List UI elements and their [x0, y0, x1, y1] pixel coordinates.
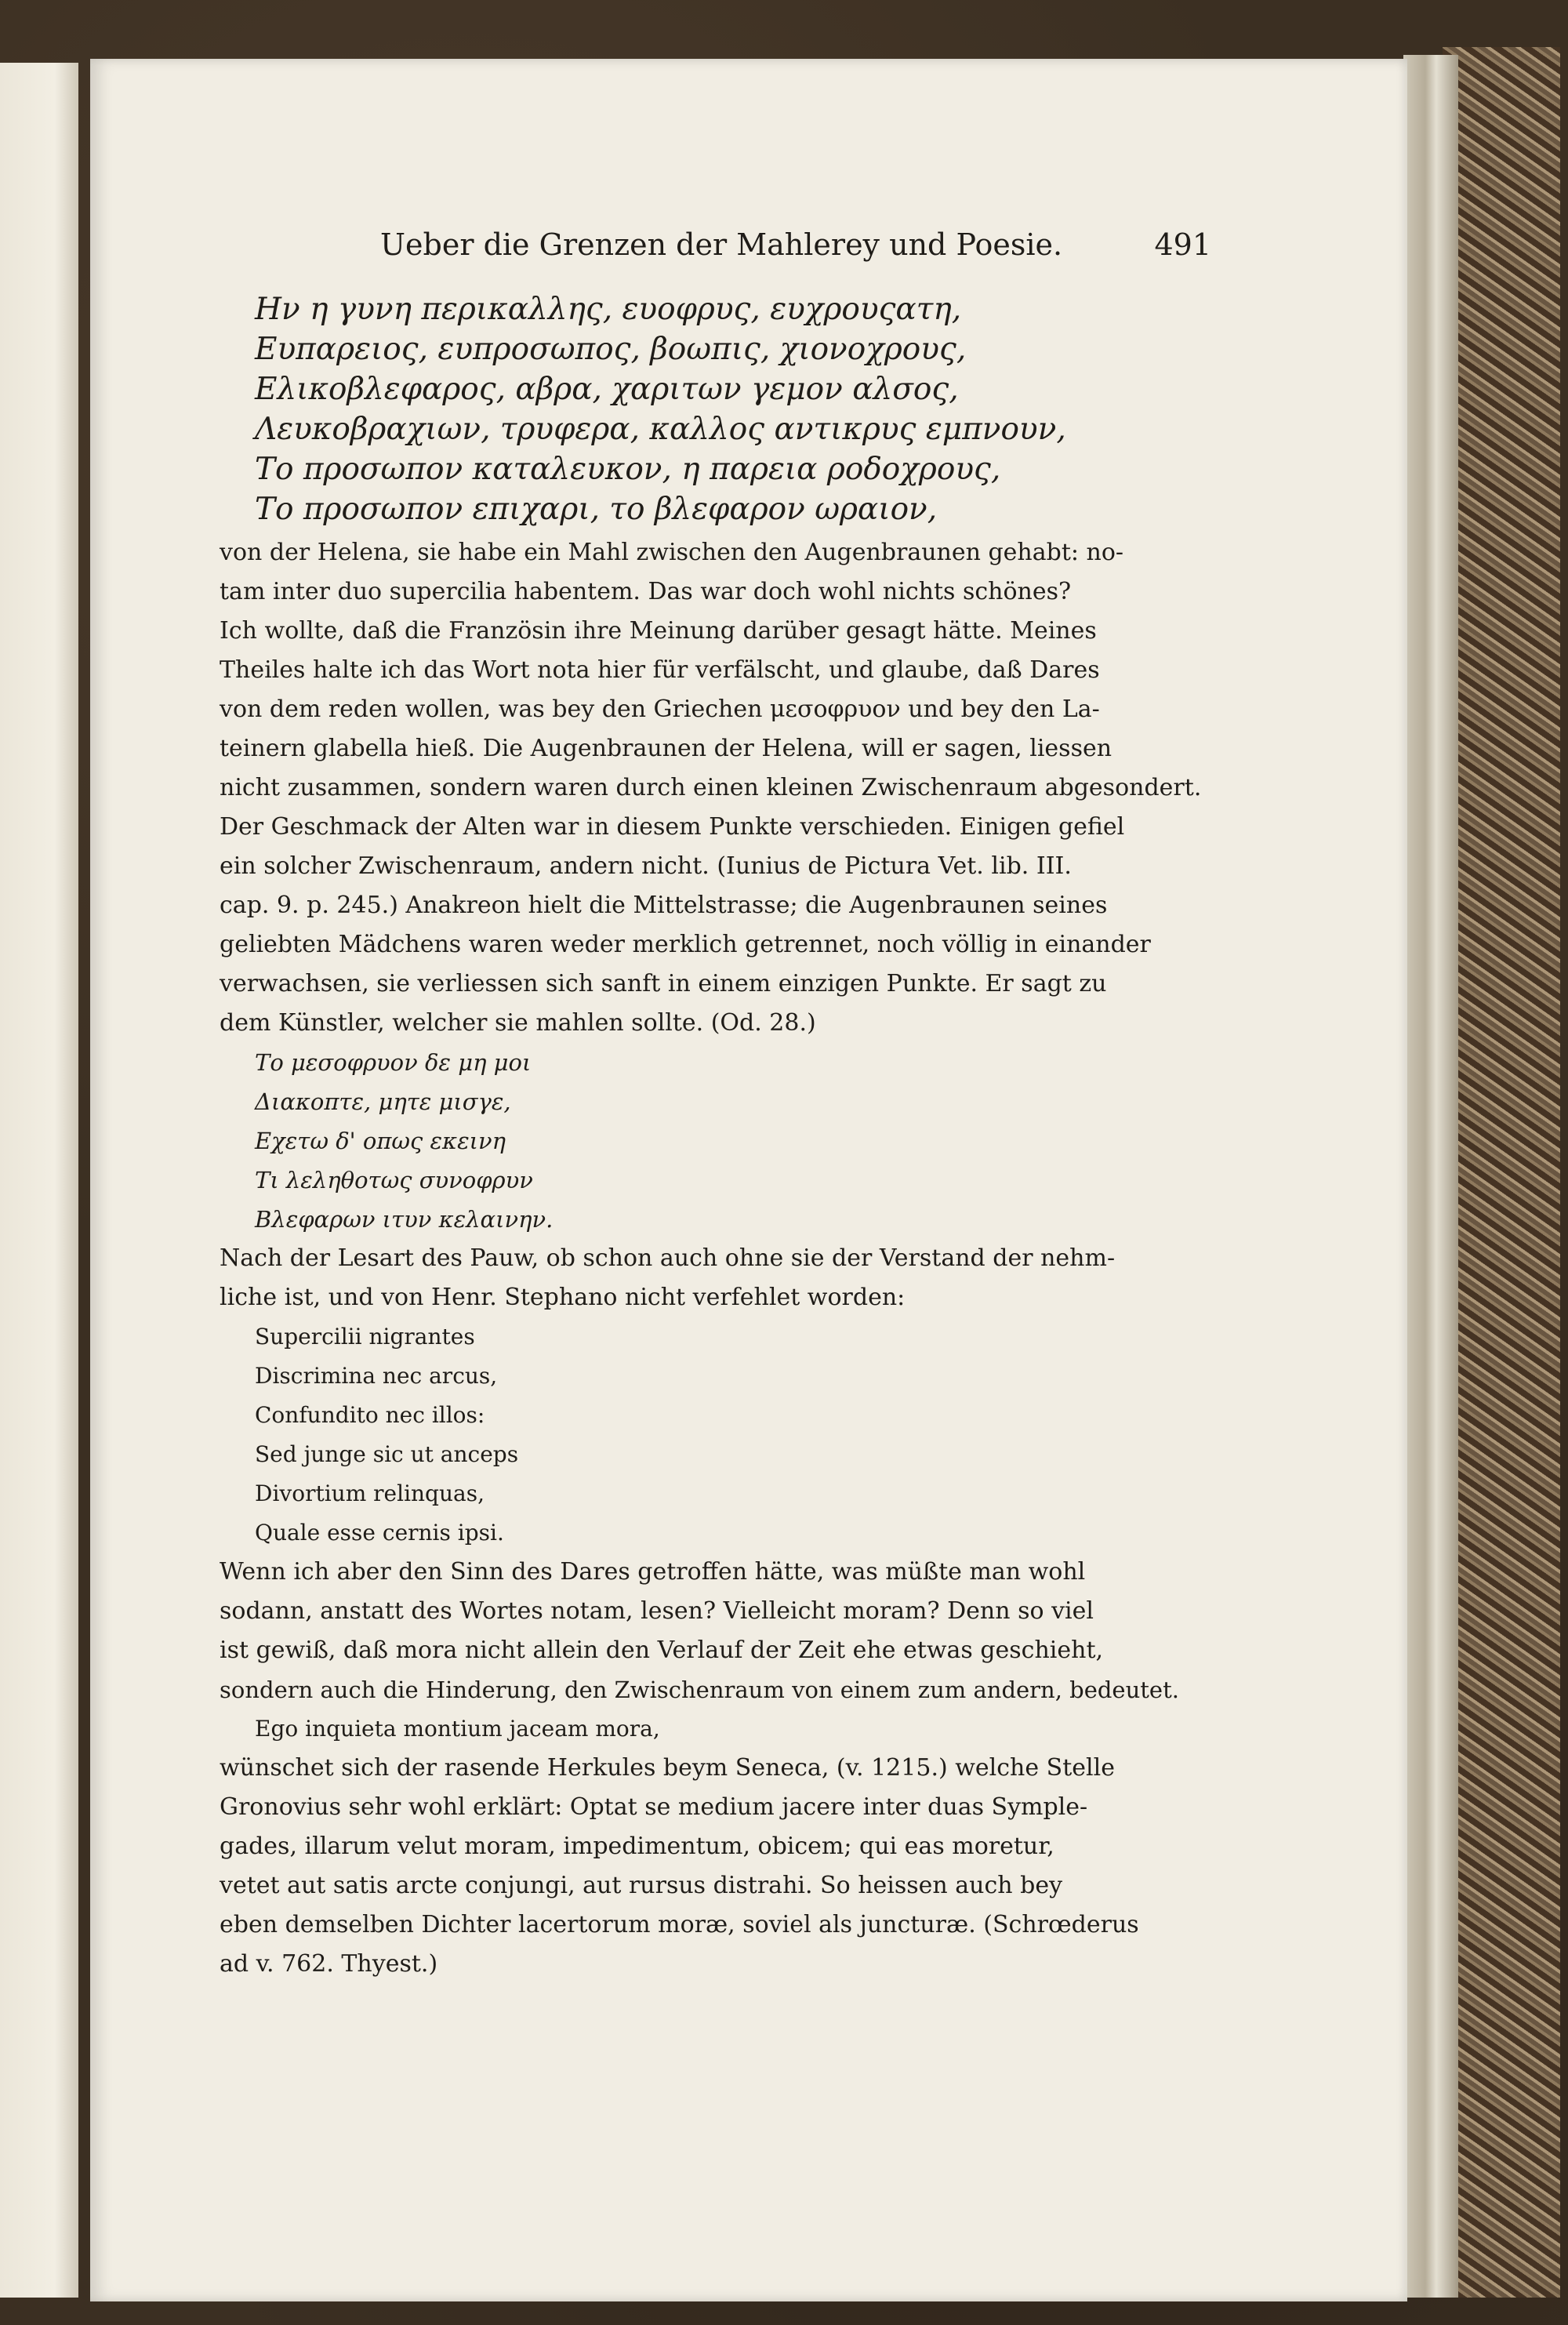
greek-line: Ελικοβλεφαρος, αβρα, χαριτων γεμον αλσος,	[255, 372, 959, 407]
body-line: vetet aut satis arcte conjungi, aut rursus distrahi. So heissen auch bey	[220, 1872, 1063, 1899]
body-line: Der Geschmack der Alten war in diesem Punkte verschieden. Einigen gefiel	[220, 813, 1125, 841]
running-header	[380, 227, 1211, 268]
body-line: von der Helena, sie habe ein Mahl zwischen den Augenbraunen gehabt: no-	[220, 539, 1124, 566]
body-line: Ich wollte, daß die Französin ihre Meinung darüber gesagt hätte. Meines	[220, 617, 1097, 645]
body-line: Theiles halte ich das Wort nota hier für verfälscht, und glaube, daß Dares	[220, 656, 1100, 684]
latin-line: Divortium relinquas,	[255, 1480, 485, 1506]
body-line: geliebten Mädchens waren weder merklich getrennet, noch völlig in einander	[220, 931, 1151, 958]
page-edges	[1403, 55, 1458, 2298]
greek-line: Τι λεληθοτως συνοφρυν	[255, 1167, 533, 1193]
greek-line: Διακοπτε, μητε μισγε,	[255, 1088, 511, 1115]
body-line: Wenn ich aber den Sinn des Dares getroffen hätte, was müßte man wohl	[220, 1558, 1086, 1586]
greek-line: Το προσωπον καταλευκον, η παρεια ροδοχρους,	[255, 452, 1001, 487]
body-line: wünschet sich der rasende Herkules beym Seneca, (v. 1215.) welche Stelle	[220, 1754, 1115, 1782]
greek-line: Το προσωπον επιχαρι, το βλεφαρον ωραιον,	[255, 492, 938, 527]
body-line: ist gewiß, daß mora nicht allein den Verlauf der Zeit ehe etwas geschieht,	[220, 1637, 1104, 1664]
body-line: cap. 9. p. 245.) Anakreon hielt die Mittelstrasse; die Augenbraunen seines	[220, 892, 1108, 919]
latin-quote: Ego inquieta montium jaceam mora,	[255, 1716, 660, 1742]
body-line: ein solcher Zwischenraum, andern nicht. (Iunius de Pictura Vet. lib. III.	[220, 852, 1072, 880]
body-line: verwachsen, sie verliessen sich sanft in einem einzigen Punkte. Er sagt zu	[220, 970, 1107, 997]
body-line: nicht zusammen, sondern waren durch einen kleinen Zwischenraum abgesondert.	[220, 774, 1202, 801]
body-line: teinern glabella hieß. Die Augenbraunen der Helena, will er sagen, liessen	[220, 735, 1112, 762]
body-line: liche ist, und von Henr. Stephano nicht verfehlet worden:	[220, 1284, 906, 1311]
greek-line: Ην η γυνη περικαλλης, ευοφρυς, ευχρουςατη,	[255, 292, 962, 327]
latin-line: Discrimina nec arcus,	[255, 1363, 498, 1389]
body-line: gades, illarum velut moram, impedimentum, obicem; qui eas moretur,	[220, 1833, 1054, 1860]
greek-line: Εχετω δ' οπως εκεινη	[255, 1128, 506, 1154]
greek-line: Βλεφαρων ιτυν κελαινην.	[255, 1206, 554, 1233]
body-line: dem Künstler, welcher sie mahlen sollte. (Od. 28.)	[220, 1009, 816, 1037]
greek-line: Λευκοβραχιων, τρυφερα, καλλος αντικρυς εμπνουν,	[255, 412, 1066, 447]
body-line: sondern auch die Hinderung, den Zwischenraum von einem zum andern, bedeutet.	[220, 1677, 1179, 1703]
body-line: von dem reden wollen, was bey den Griechen μεσοφρυον und bey den La-	[220, 696, 1100, 723]
left-page-edge	[0, 63, 78, 2298]
page-number: 491	[1154, 227, 1211, 262]
body-line: tam inter duo supercilia habentem. Das war doch wohl nichts schönes?	[220, 578, 1072, 605]
latin-line: Quale esse cernis ipsi.	[255, 1520, 504, 1546]
greek-line: Ευπαρειος, ευπροσωπος, βοωπις, χιονοχρους,	[255, 332, 967, 367]
running-title: Ueber die Grenzen der Mahlerey und Poesie.	[380, 227, 1063, 262]
greek-line: Το μεσοφρυον δε μη μοι	[255, 1049, 532, 1076]
marbled-endpaper	[1443, 47, 1560, 2298]
latin-line: Confundito nec illos:	[255, 1402, 485, 1428]
body-line: Nach der Lesart des Pauw, ob schon auch ohne sie der Verstand der nehm-	[220, 1244, 1116, 1272]
latin-line: Sed junge sic ut anceps	[255, 1441, 519, 1467]
body-line: ad v. 762. Thyest.)	[220, 1950, 438, 1978]
body-line: sodann, anstatt des Wortes notam, lesen? Vielleicht moram? Denn so viel	[220, 1597, 1094, 1625]
latin-line: Supercilii nigrantes	[255, 1324, 475, 1350]
body-line: Gronovius sehr wohl erklärt: Optat se medium jacere inter duas Symple-	[220, 1793, 1088, 1821]
body-line: eben demselben Dichter lacertorum moræ, soviel als juncturæ. (Schrœderus	[220, 1911, 1139, 1938]
